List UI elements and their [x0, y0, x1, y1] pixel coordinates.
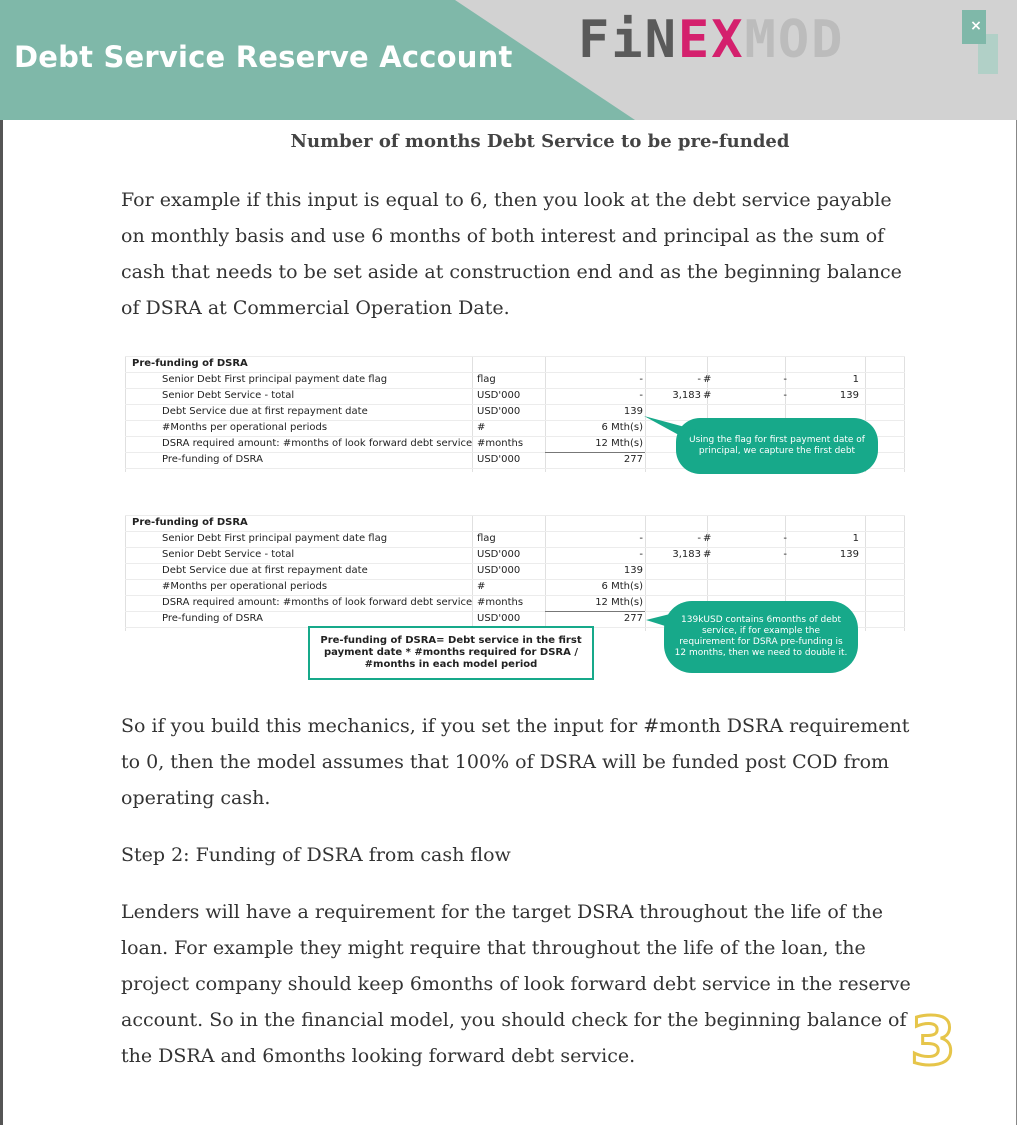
row-unit: USD'000 — [477, 454, 521, 465]
header-title: Debt Service Reserve Account — [14, 40, 513, 74]
logo-part-ex: EX — [677, 10, 745, 70]
row-unit: #months — [477, 597, 524, 608]
row-value: 277 — [623, 454, 643, 465]
formula-box — [308, 626, 594, 680]
page-header — [0, 0, 1017, 120]
row-label: DSRA required amount: #months of look forward debt service — [162, 438, 473, 449]
row-value: - — [783, 549, 787, 560]
row-value — [747, 579, 787, 595]
row-value: 1 — [852, 374, 859, 385]
callout-flag-note — [676, 418, 878, 474]
callout-text: 139kUSD contains 6months of debt service, if for example the requirement for DSRA pre-funding is 12 months, then we need to double it. — [674, 615, 848, 658]
formula-text: Pre-funding of DSRA= Debt service in the first payment date * #months required for DSRA / #months in each model period — [320, 635, 582, 670]
row-value — [703, 563, 717, 579]
row-value: 277 — [623, 613, 643, 624]
row-value — [747, 563, 787, 579]
row-label: Senior Debt First principal payment date flag — [162, 533, 388, 544]
row-value: 6 Mth(s) — [601, 422, 643, 433]
row-value: - — [697, 374, 701, 385]
row-value — [703, 579, 717, 595]
row-unit: USD'000 — [477, 565, 521, 576]
logo-x-icon: × — [970, 18, 982, 34]
row-value: 12 Mth(s) — [595, 438, 643, 449]
row-label: #Months per operational periods — [162, 581, 328, 592]
row-label: Senior Debt Service - total — [162, 549, 295, 560]
row-label: Debt Service due at first repayment date — [162, 406, 368, 417]
row-value: 139 — [623, 406, 643, 417]
callout-pointer-1 — [640, 412, 700, 442]
row-unit: # — [477, 581, 486, 592]
row-value: # — [703, 390, 712, 401]
row-value: 139 — [839, 390, 859, 401]
row-label: Pre-funding of DSRA — [162, 613, 263, 624]
row-value: - — [639, 390, 643, 401]
row-value: - — [639, 533, 643, 544]
logo-part-fin: FiN — [578, 10, 678, 70]
row-unit: #months — [477, 438, 524, 449]
row-value: 1 — [852, 533, 859, 544]
row-value — [819, 563, 859, 579]
row-unit: flag — [477, 374, 496, 385]
row-value — [641, 579, 701, 595]
paragraph-example: For example if this input is equal to 6, then you look at the debt service payable on monthly basis and use 6 months of both interest and principal as the sum of cash that needs to be set aside at construction end and as the beginning balance of DSRA at Commercial Operation Date. — [121, 189, 902, 319]
row-label: Debt Service due at first repayment date — [162, 565, 368, 576]
table-heading: Pre-funding of DSRA — [132, 517, 248, 528]
row-unit: # — [477, 422, 486, 433]
row-value — [819, 579, 859, 595]
logo-part-mod: MOD — [744, 10, 845, 70]
row-value: # — [703, 374, 712, 385]
row-value: 3,183 — [672, 549, 701, 560]
section-subtitle: Number of months Debt Service to be pre-funded — [290, 131, 790, 152]
row-unit: USD'000 — [477, 390, 521, 401]
row-value: # — [703, 549, 712, 560]
row-value: - — [639, 549, 643, 560]
row-unit: USD'000 — [477, 406, 521, 417]
row-value: - — [697, 533, 701, 544]
callout-double-note — [664, 601, 858, 673]
paragraph-lenders: Lenders will have a requirement for the target DSRA throughout the life of the loan. For example they might require that throughout the life of the loan, the project company should keep 6months of look forward debt service in the reserve account. So in the financial model, you should check for the beginning balance of the DSRA and 6months looking forward debt service. — [121, 901, 911, 1067]
row-unit: USD'000 — [477, 613, 521, 624]
row-label: DSRA required amount: #months of look forward debt service — [162, 597, 473, 608]
row-value — [641, 563, 701, 579]
callout-text: Using the flag for first payment date of principal, we capture the first debt — [689, 435, 865, 456]
row-value: 3,183 — [672, 390, 701, 401]
row-label: #Months per operational periods — [162, 422, 328, 433]
row-value: - — [783, 374, 787, 385]
row-value: 6 Mth(s) — [601, 581, 643, 592]
row-value: 139 — [623, 565, 643, 576]
table-heading: Pre-funding of DSRA — [132, 358, 248, 369]
row-value: # — [703, 533, 712, 544]
row-value: - — [783, 390, 787, 401]
row-value: 12 Mth(s) — [595, 597, 643, 608]
paragraph-step-2: Step 2: Funding of DSRA from cash flow — [121, 844, 511, 866]
page-number: 3 — [910, 1003, 956, 1080]
row-value: - — [783, 533, 787, 544]
row-label: Senior Debt Service - total — [162, 390, 295, 401]
finexmod-logo — [578, 10, 844, 70]
row-value: 139 — [839, 549, 859, 560]
row-value: - — [639, 374, 643, 385]
row-unit: USD'000 — [477, 549, 521, 560]
row-unit: flag — [477, 533, 496, 544]
row-label: Pre-funding of DSRA — [162, 454, 263, 465]
page-border-left — [0, 0, 3, 1125]
paragraph-mechanics: So if you build this mechanics, if you set the input for #month DSRA requirement to 0, then the model assumes that 100% of DSRA will be funded post COD from operating cash. — [121, 715, 910, 809]
row-label: Senior Debt First principal payment date flag — [162, 374, 388, 385]
